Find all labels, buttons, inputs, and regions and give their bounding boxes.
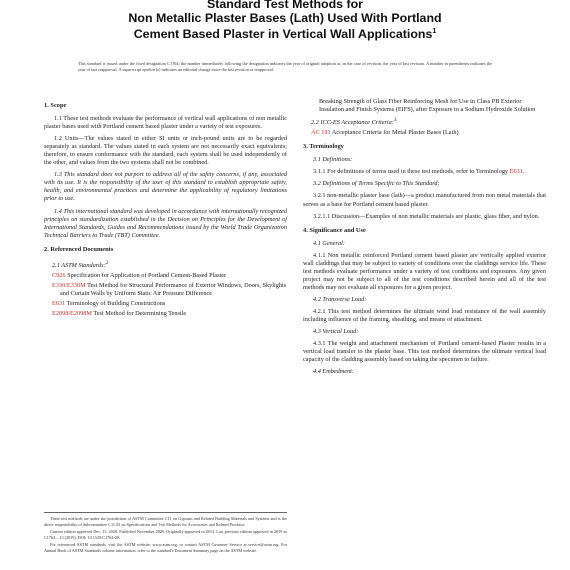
reference-link-e330[interactable]: E330/E330M [52,281,86,289]
section-heading-terminology: 3. Terminology [303,143,344,151]
paragraph-4-3-1: 4.3.1 The weight and attachment mechanism of Portland cement-based Plaster results in a vertical load transfer to the plaster base. This test method determines the ultimate vertical load capacity of the cladding assembly based on taking the specimen to failure. [303,340,546,364]
footnote-2: Current edition approved Dec. 15, 2020. Published November 2020. Originally approved in 2013. Last previous edition approved in 2019 as C1764 – 13 (2019). DOI: 10.1520/C1764-20. [44,529,287,540]
paragraph-4-2-1: 4.2.1 This test method determines the ultimate wind load resistance of the wall assembly including influence of the framing, sheathing, and means of attachment. [303,307,546,324]
paragraph-4-4: 4.4 Embedment: [313,368,354,376]
reference-continuation: Breaking Strength of Glass Fiber Reinforcing Mesh for Use in Class PB Exterior Insulation and Finish Systems (EIFS), after Exposure to a Sodium Hydroxide Solution [319,98,536,114]
paragraph-3-1-1: 3.1.1 For definitions of terms used in these test methods, refer to Terminology E631. [313,168,525,176]
paragraph-4-1-1: 4.1.1 Non metallic reinforced Portland cement based plaster are vertically applied exterior wall claddings that may be subject to variety of conditions over the claddings service life. These test methods evaluate performance under a variety of test conditions and exposures. Any given project may not be subject to all of the test conditions described herein and all of the test methods may not evaluate all exposures for a given project. [303,251,546,291]
designation-note: This standard is issued under the fixed designation C1764; the number immediately following the designation indicates the year of original adoption or, in the case of revision, the year of last revision. A number in parentheses indicates the year of last reapproval. A superscript epsilon (ε) indicates an editorial change since the last revision or reapproval. [78,61,492,72]
paragraph-1-2: 1.2 Units—The values stated in either SI units or inch-pound units are to be regarded separately as standard. The values stated in each system are not necessarily exact equivalents; therefore, to ensure conformance with the standard, each system shall be used independently of the other, and values from the two systems shall not be combined. [44,135,287,167]
paragraph-3-1: 3.1 Definitions: [313,156,353,164]
paragraph-4-1: 4.1 General: [313,239,345,247]
reference-item: E631 Terminology of Building Constructions [52,300,166,308]
icc-criteria-heading: 2.2 ICC-ES Acceptance Criteria:$^3$ [311,117,397,127]
footnotes [44,512,287,556]
title-footnote-mark: 1 [432,28,437,36]
reference-link-e2098[interactable]: E2098/E2098M [52,310,92,318]
astm-standards-heading: 2.1 ASTM Standards:$^2$ [52,259,109,269]
reference-link-c926[interactable]: C926 [52,271,66,279]
reference-item: E2098/E2098M Test Method for Determining Tensile [52,310,187,318]
reference-link-ac191[interactable]: AC 191 [311,129,331,137]
paragraph-3-2: 3.2 Definitions of Terms Specific to This Standard: [313,180,440,188]
paragraph-4-3: 4.3 Vertical Load: [313,328,359,336]
title-line-2: Non Metallic Plaster Bases (Lath) Used With Portland [128,11,442,26]
footnote-1: These test methods are under the jurisdiction of ASTM Committee C11 on Gypsum and Related Building Materials and Systems and is the direct responsibility of Subcommittee C11.03 on Specifications and Test Methods for Accessories and Related Products. [44,516,287,527]
right-column [303,98,546,380]
title-line-3: Cement Based Plaster in Vertical Wall Applications$^1$ [133,27,437,42]
paragraph-1-3: 1.3 This standard does not purport to address all of the safety concerns, if any, associated with its use. It is the responsibility of the user of this standard to establish appropriate safety, health, and environmental practices and determine the applicability of regulatory limitations prior to use. [44,171,287,203]
paragraph-1-1: 1.1 These test methods evaluate the performance of vertical wall applications of non metallic plaster bases used with Portland cement based plaster under a variety of test exposures. [44,115,287,131]
reference-item: E330/E330M Test Method for Structural Performance of Exterior Windows, Doors, Skylights and Curtain Walls by Uniform Static Air Pressure Difference [52,281,287,297]
paragraph-1-4: 1.4 This international standard was developed in accordance with internationally recognized principles on standardization established in the Decision on Principles for the Development of International Standards, Guides and Recommendations issued by the World Trade Organization Technical Barriers to Trade (TBT) Committee. [44,207,287,239]
footnote-3: For referenced ASTM standards, visit the ASTM website, www.astm.org, or contact ASTM Customer Service at service@astm.org. For Annual Book of ASTM Standards volume information, refer to the standard's Document Summary page on the ASTM website. [44,542,287,553]
document-header [0,0,570,42]
left-column [44,98,287,320]
paragraph-3-2-1: 3.2.1 non-metallic plaster base (lath)—a product manufactured from non metal materials that serves as a base for Portland cement based plaster. [303,192,546,208]
paragraph-4-2: 4.2 Transverse Load: [313,295,367,303]
reference-link-e631[interactable]: E631 [52,300,66,308]
paragraph-3-2-1-1: 3.2.1.1 Discussion—Examples of non metallic materials are plastic, glass fiber, and nylon. [313,212,540,220]
section-heading-significance: 4. Significance and Use [303,226,366,234]
section-heading-scope: 1. Scope [44,102,67,109]
reference-link-e631-inline[interactable]: E631 [509,168,523,176]
title-line-1: Standard Test Methods for [206,0,364,11]
reference-item: AC 191 Acceptance Criteria for Metal Plaster Bases (Lath) [311,129,459,137]
section-heading-referenced-documents: 2. Referenced Documents [44,245,114,253]
reference-item: C926 Specification for Application of Portland Cement-Based Plaster [52,271,227,279]
